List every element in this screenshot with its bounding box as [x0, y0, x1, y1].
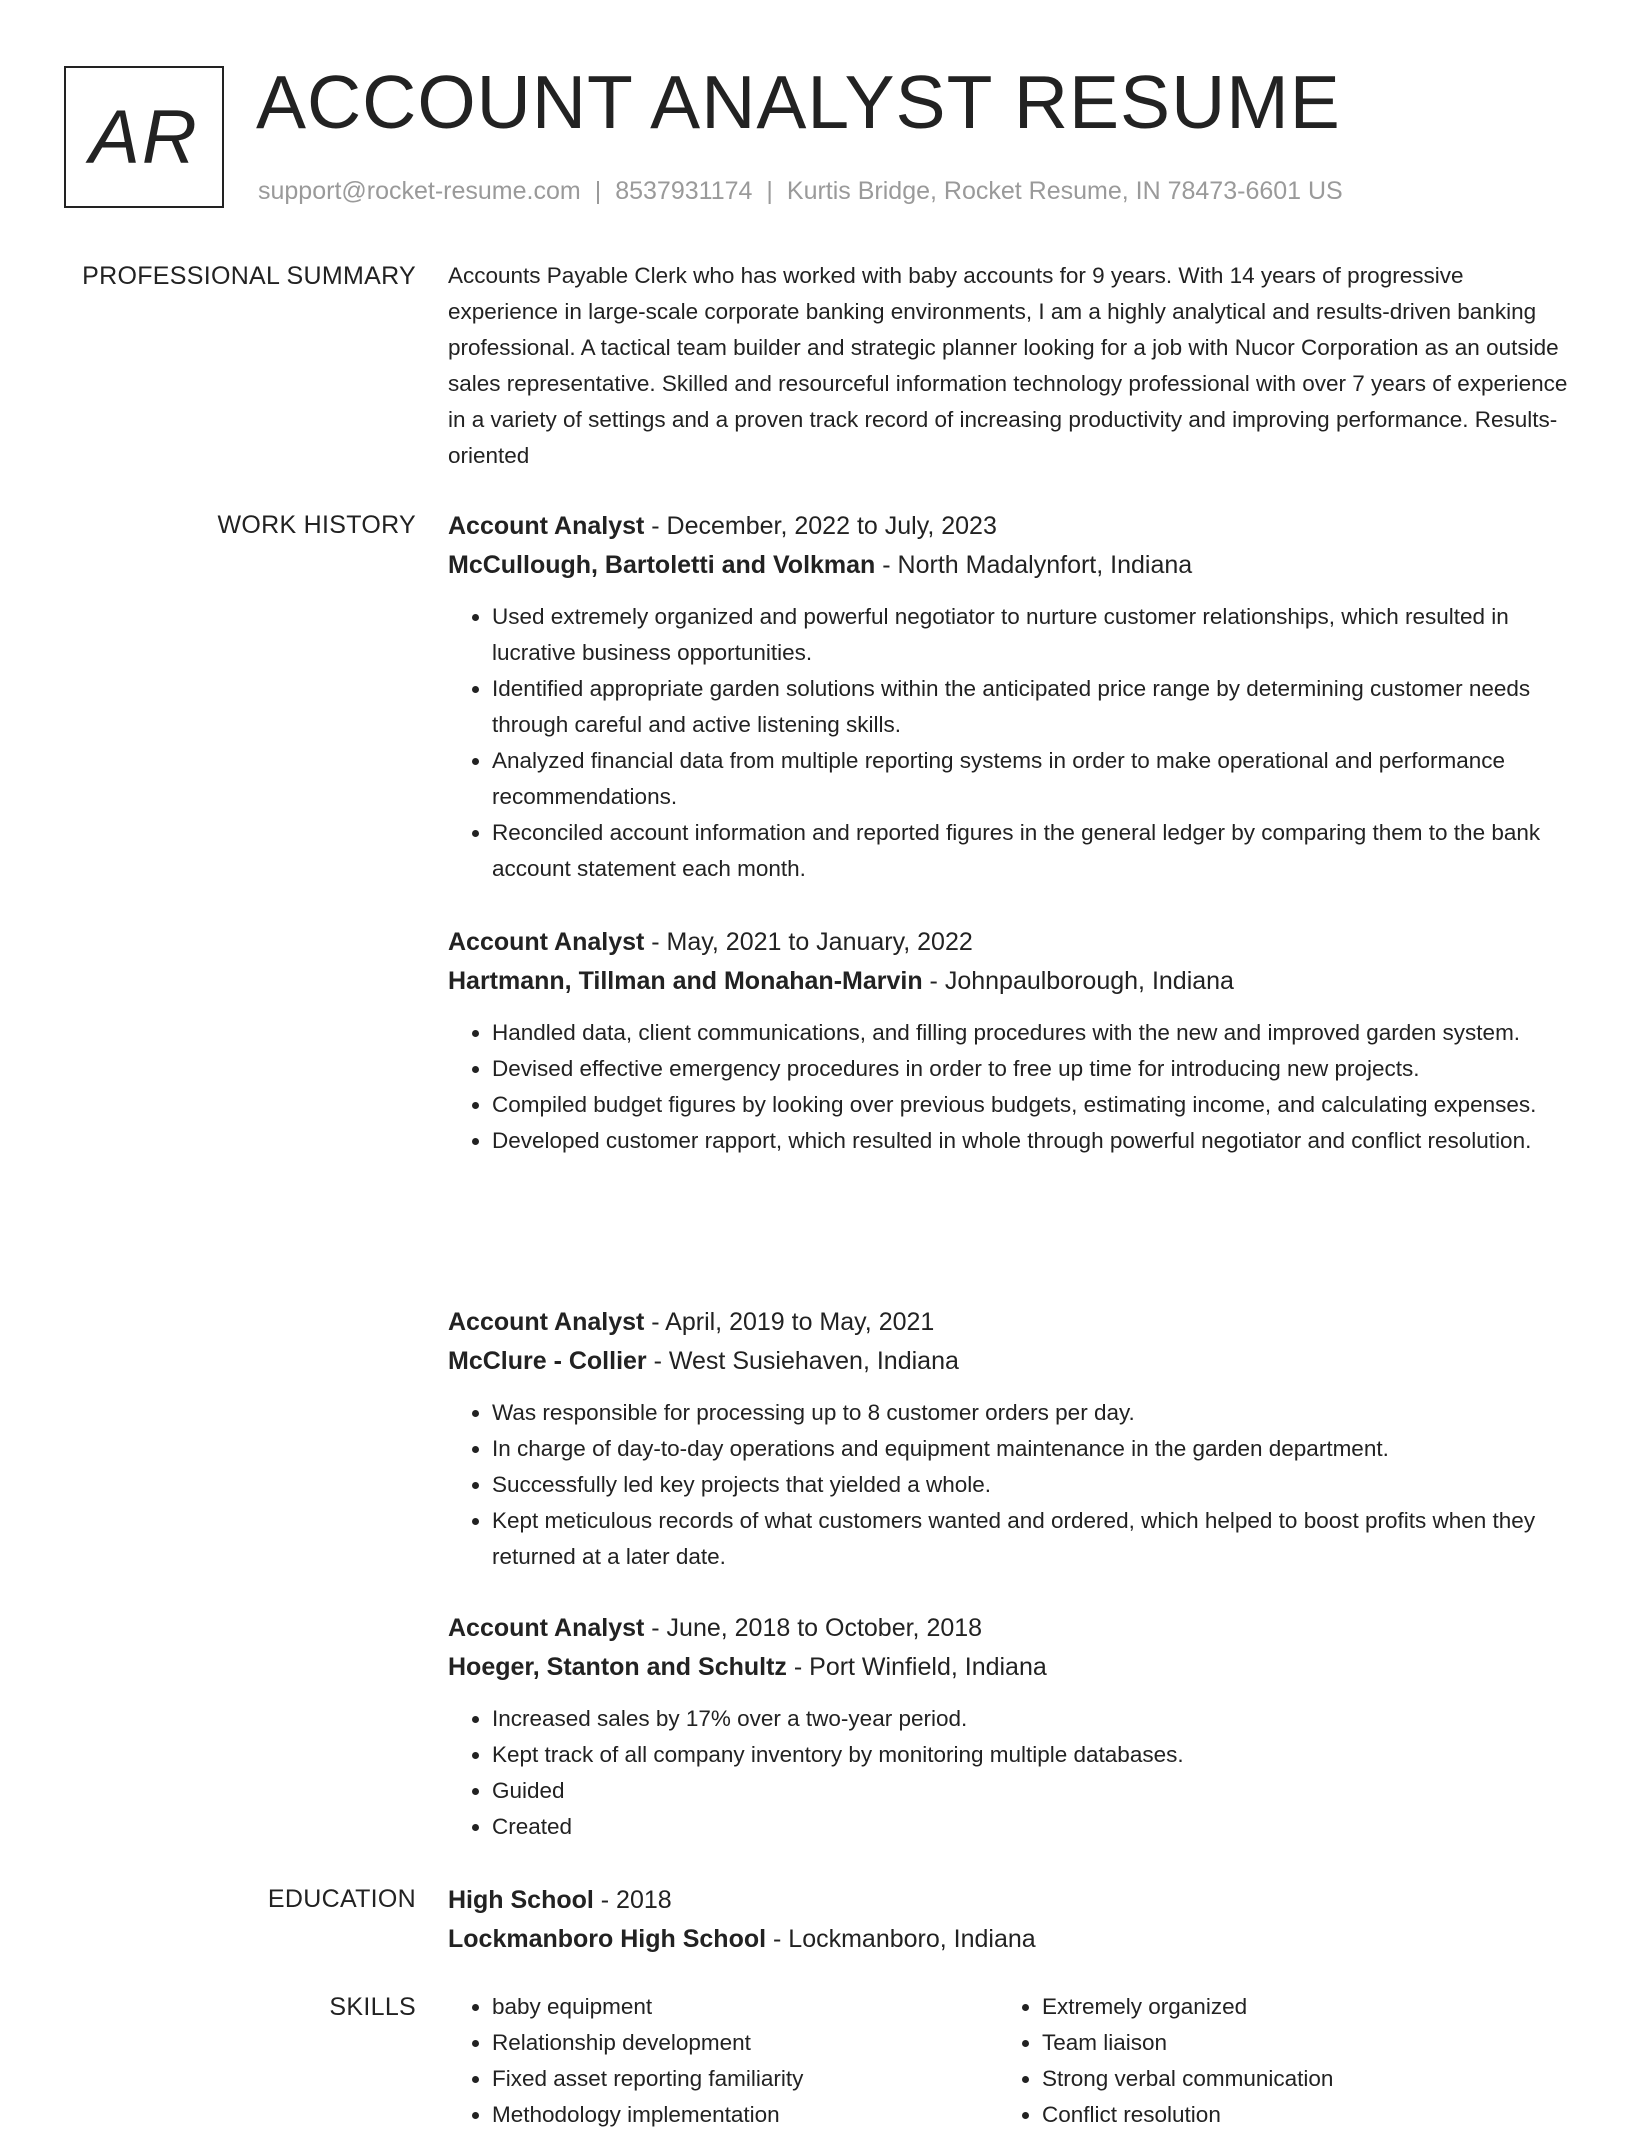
- job-location: - Johnpaulborough, Indiana: [922, 967, 1234, 995]
- skills-columns: [448, 1989, 1568, 2133]
- contact-line: [258, 174, 1343, 208]
- job-bullet: • Kept meticulous records of what customers wanted and ordered, which helped to boost profits when they returned at a later date.: [492, 1503, 1568, 1575]
- job-dates: - May, 2021 to January, 2022: [644, 928, 973, 956]
- job-location: - West Susiehaven, Indiana: [646, 1347, 959, 1375]
- school-line: [448, 1920, 1568, 1959]
- job-entry: [448, 923, 1568, 1159]
- contact-separator: |: [766, 177, 773, 205]
- job-dates: - June, 2018 to October, 2018: [644, 1614, 983, 1642]
- job-company-line: [448, 962, 1568, 1001]
- job-company: McClure - Collier: [448, 1347, 647, 1375]
- skill-item: • Methodology implementation: [492, 2097, 998, 2133]
- skill-item: • Fixed asset reporting familiarity: [492, 2061, 998, 2097]
- job-bullets: [448, 1395, 1568, 1575]
- job-bullet: • Compiled budget figures by looking over previous budgets, estimating income, and calculating expenses.: [492, 1087, 1568, 1123]
- job-company: McCullough, Bartoletti and Volkman: [448, 551, 876, 579]
- job-bullet: • Handled data, client communications, and filling procedures with the new and improved garden system.: [492, 1015, 1568, 1051]
- section-heading: WORK HISTORY: [217, 511, 416, 539]
- job-title: Account Analyst: [448, 512, 645, 540]
- job-company-line: [448, 546, 1568, 585]
- job-company-line: [448, 1342, 1568, 1381]
- degree-year: - 2018: [593, 1886, 672, 1914]
- job-company: Hartmann, Tillman and Monahan-Marvin: [448, 967, 923, 995]
- job-bullets: [448, 1015, 1568, 1159]
- education-body: [448, 1881, 1568, 1959]
- contact-address: Kurtis Bridge, Rocket Resume, IN 78473-6601 US: [786, 177, 1343, 205]
- job-title: Account Analyst: [448, 1308, 645, 1336]
- job-dates: - April, 2019 to May, 2021: [644, 1308, 935, 1336]
- job-entry: [448, 507, 1568, 887]
- job-dates: - December, 2022 to July, 2023: [644, 512, 997, 540]
- contact-separator: |: [594, 177, 602, 205]
- section-heading: EDUCATION: [267, 1885, 416, 1913]
- skills-list-right: [998, 1989, 1548, 2133]
- section-heading: PROFESSIONAL SUMMARY: [82, 262, 416, 290]
- job-bullet: • In charge of day-to-day operations and equipment maintenance in the garden department.: [492, 1431, 1568, 1467]
- job-title: Account Analyst: [448, 1614, 645, 1642]
- job-bullet: • Was responsible for processing up to 8 customer orders per day.: [492, 1395, 1568, 1431]
- job-bullets: [448, 599, 1568, 887]
- job-bullet: • Created: [492, 1809, 1568, 1845]
- monogram-logo: [64, 66, 224, 208]
- contact-phone[interactable]: 8537931174: [615, 177, 753, 205]
- summary-body: [448, 258, 1568, 474]
- job-title-line: [448, 1609, 1568, 1648]
- job-title-line: [448, 507, 1568, 546]
- skill-item: • Conflict resolution: [1042, 2097, 1548, 2133]
- job-bullets: [448, 1701, 1568, 1845]
- section-heading: SKILLS: [329, 1993, 416, 2021]
- summary-text: Accounts Payable Clerk who has worked with baby accounts for 9 years. With 14 years of progressive experience in large-scale corporate banking environments, I am a highly analytical and results-driven banking professional. A tactical team builder and strategic planner looking for a job with Nucor Corporation as an outside sales representative. Skilled and resourceful information technology professional with over 7 years of experience in a variety of settings and a proven track record of increasing productivity and improving performance. Results-oriented: [448, 263, 1568, 468]
- job-bullet: • Analyzed financial data from multiple reporting systems in order to make operational and performance recommendations.: [492, 743, 1568, 815]
- school-name: Lockmanboro High School: [448, 1925, 767, 1953]
- job-bullet: • Successfully led key projects that yielded a whole.: [492, 1467, 1568, 1503]
- skill-item: • Strong verbal communication: [1042, 2061, 1548, 2097]
- job-location: - Port Winfield, Indiana: [786, 1653, 1047, 1681]
- job-entry: [448, 1303, 1568, 1575]
- skill-item: • Team liaison: [1042, 2025, 1548, 2061]
- job-entry: [448, 1609, 1568, 1845]
- job-bullet: • Increased sales by 17% over a two-year period.: [492, 1701, 1568, 1737]
- job-bullet: • Used extremely organized and powerful negotiator to nurture customer relationships, which resulted in lucrative business opportunities.: [492, 599, 1568, 671]
- job-title-line: [448, 923, 1568, 962]
- school-location: - Lockmanboro, Indiana: [766, 1925, 1036, 1953]
- job-bullet: • Kept track of all company inventory by monitoring multiple databases.: [492, 1737, 1568, 1773]
- skill-item: • Relationship development: [492, 2025, 998, 2061]
- job-bullet: • Identified appropriate garden solutions within the anticipated price range by determining customer needs through careful and active listening skills.: [492, 671, 1568, 743]
- skill-item: • Extremely organized: [1042, 1989, 1548, 2025]
- monogram-text: AR: [89, 94, 199, 180]
- degree-line: [448, 1881, 1568, 1920]
- resume-title: ACCOUNT ANALYST RESUME: [256, 60, 1341, 144]
- job-company: Hoeger, Stanton and Schultz: [448, 1653, 787, 1681]
- job-bullet: • Devised effective emergency procedures in order to free up time for introducing new projects.: [492, 1051, 1568, 1087]
- skill-item: • baby equipment: [492, 1989, 998, 2025]
- job-company-line: [448, 1648, 1568, 1687]
- job-title: Account Analyst: [448, 928, 645, 956]
- degree: High School: [448, 1886, 594, 1914]
- skills-body: [448, 1989, 1568, 2133]
- job-title-line: [448, 1303, 1568, 1342]
- skills-list-left: [448, 1989, 998, 2133]
- job-bullet: • Reconciled account information and reported figures in the general ledger by comparing them to the bank account statement each month.: [492, 815, 1568, 887]
- job-bullet: • Guided: [492, 1773, 1568, 1809]
- job-bullet: • Developed customer rapport, which resulted in whole through powerful negotiator and conflict resolution.: [492, 1123, 1568, 1159]
- contact-email[interactable]: support@rocket-resume.com: [258, 177, 581, 205]
- job-location: - North Madalynfort, Indiana: [875, 551, 1193, 579]
